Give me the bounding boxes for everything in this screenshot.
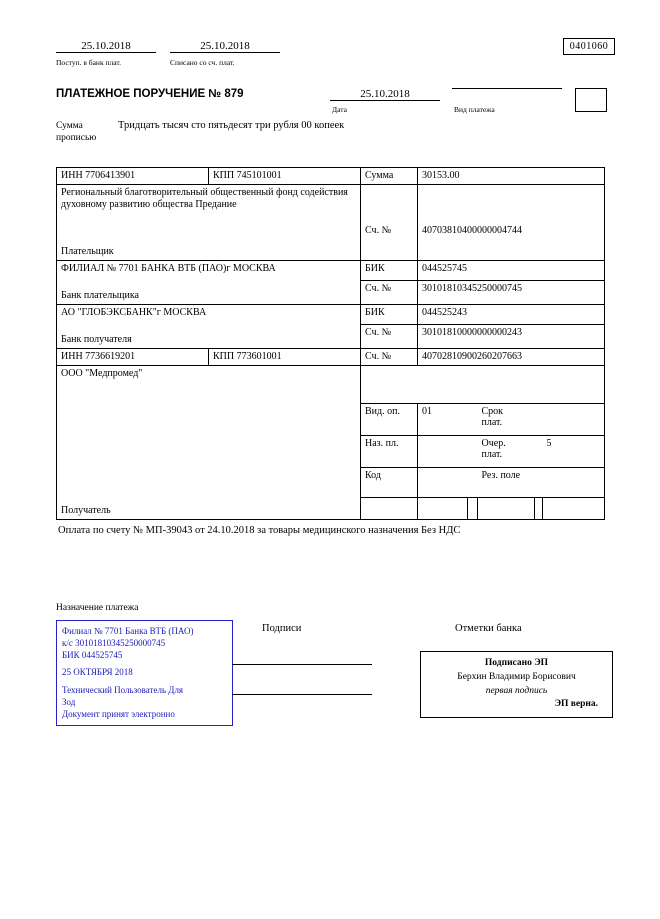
purpose-code-label-cell: Наз. пл. xyxy=(361,435,418,467)
payee-caption: Получатель xyxy=(57,497,361,519)
electronic-signature-block xyxy=(420,651,613,718)
document-date-caption: Дата xyxy=(332,105,347,114)
reserve-pad xyxy=(468,467,478,497)
code-label-cell: Код xyxy=(361,467,418,497)
signature-line-1 xyxy=(232,663,372,665)
amount-words-label-2: прописью xyxy=(56,133,97,143)
op-kind-value-cell: 01 xyxy=(418,403,468,435)
stamp-date: 25 ОКТЯБРЯ 2018 xyxy=(62,667,133,678)
op-kind-label-cell: Вид. оп. xyxy=(361,403,418,435)
stamp-operator-line2: Зод xyxy=(62,696,76,707)
document-date-value: 25.10.2018 xyxy=(330,88,440,101)
payer-inn-cell xyxy=(57,168,209,185)
op-kind-pad xyxy=(468,403,478,435)
payee-bank-name-cell: АО "ГЛОБЭКСБАНК"г МОСКВА xyxy=(57,304,361,324)
payee-inn-value: 7736619201 xyxy=(85,350,136,362)
payee-bank-acc-label-cell: Сч. № xyxy=(361,324,418,348)
order-value-pad xyxy=(535,435,543,467)
payee-acc-label-cell: Сч. № xyxy=(361,348,418,365)
order-label-line1: Очер. xyxy=(481,437,506,449)
payee-bank-bik-label-cell: БИК xyxy=(361,304,418,324)
sum-label-cell: Сумма xyxy=(361,168,418,185)
payee-bank-bik-value-cell: 044525243 xyxy=(418,304,605,324)
code-value-cell xyxy=(418,467,468,497)
payer-caption: Плательщик xyxy=(57,238,361,260)
table-row xyxy=(57,260,605,280)
page-title: ПЛАТЕЖНОЕ ПОРУЧЕНИЕ № 879 xyxy=(56,88,244,100)
reserve-value-cell xyxy=(543,467,605,497)
payer-acc-label-cell: Сч. № xyxy=(361,184,418,238)
reserve-value-pad xyxy=(535,467,543,497)
payer-acc-value-cell: 40703810400000004744 xyxy=(418,184,605,238)
term-label-line2: плат. xyxy=(481,417,503,429)
payee-acc-value-cell: 40702810900260207663 xyxy=(418,348,605,365)
payer-kpp-label: КПП xyxy=(213,170,235,181)
payer-bank-name-cell: ФИЛИАЛ № 7701 БАНКА ВТБ (ПАО)г МОСКВА xyxy=(57,260,361,280)
written-off-date-caption: Списано со сч. плат. xyxy=(170,58,235,67)
stamp-operator-line1: Технический Пользователь Для xyxy=(62,684,184,695)
spacer-cell-a xyxy=(361,238,418,260)
payer-bank-acc-value-cell: 30101810345250000745 xyxy=(418,280,605,304)
table-row xyxy=(57,435,605,467)
form-code: 0401060 xyxy=(563,38,615,55)
empty-cell-2 xyxy=(57,403,361,435)
signatures-caption: Подписи xyxy=(262,623,302,634)
bottom-cell-5 xyxy=(535,497,543,519)
reserve-label-cell: Рез. поле xyxy=(478,467,535,497)
empty-cell-1 xyxy=(361,365,605,403)
payer-bank-caption: Банк плательщика xyxy=(57,280,361,304)
es-note: первая подпись xyxy=(485,685,548,696)
table-row xyxy=(57,348,605,365)
bank-electronic-stamp xyxy=(56,620,233,726)
payer-inn-label: ИНН xyxy=(61,170,83,181)
payment-kind-box xyxy=(575,88,607,112)
bottom-cell-1 xyxy=(361,497,418,519)
payment-purpose-caption: Назначение платежа xyxy=(56,603,139,613)
table-row xyxy=(57,184,605,238)
main-table xyxy=(56,167,605,520)
stamp-corr-account: к/с 30101810345250000745 xyxy=(62,638,166,649)
bottom-cell-2 xyxy=(418,497,468,519)
bottom-cell-6 xyxy=(543,497,605,519)
order-label-line2: плат. xyxy=(481,449,503,461)
es-title: Подписано ЭП xyxy=(484,658,549,668)
payee-bank-acc-value-cell: 30101810000000000243 xyxy=(418,324,605,348)
payer-bank-acc-label-cell: Сч. № xyxy=(361,280,418,304)
amount-in-words: Тридцать тысяч сто пятьдесят три рубля 00 копеек xyxy=(118,120,345,131)
table-row xyxy=(57,497,605,519)
stamp-bik: БИК 044525745 xyxy=(62,650,123,661)
bottom-cell-4 xyxy=(478,497,535,519)
es-signer-name: Берхин Владимир Борисович xyxy=(457,671,576,682)
term-label-cell xyxy=(478,403,535,435)
received-date-value: 25.10.2018 xyxy=(56,40,156,53)
term-label-line1: Срок xyxy=(481,405,504,417)
payer-bank-bik-label-cell: БИК xyxy=(361,260,418,280)
stamp-bank-name: Филиал № 7701 Банка ВТБ (ПАО) xyxy=(62,626,194,636)
table-row xyxy=(57,304,605,324)
table-row xyxy=(57,168,605,185)
payment-kind-value xyxy=(452,88,562,89)
order-pad xyxy=(468,435,478,467)
spacer-cell-b xyxy=(418,238,605,260)
signature-line-2 xyxy=(232,693,372,695)
payer-name-cell: Региональный благотворительный общественный фонд содействия духовному развитию общества Предание xyxy=(57,184,361,238)
payee-inn-cell xyxy=(57,348,209,365)
payee-kpp-value: 773601001 xyxy=(236,350,282,362)
order-value-cell: 5 xyxy=(543,435,605,467)
payer-bank-bik-value-cell: 044525745 xyxy=(418,260,605,280)
payee-kpp-cell xyxy=(209,348,361,365)
payee-name-cell: ООО "Медпромед" xyxy=(57,365,361,403)
table-row xyxy=(57,467,605,497)
ops-right-cell-1 xyxy=(543,403,605,435)
sum-value-cell: 30153.00 xyxy=(418,168,605,185)
table-row xyxy=(57,403,605,435)
table-row xyxy=(57,324,605,348)
payee-bank-caption: Банк получателя xyxy=(57,324,361,348)
order-label-cell xyxy=(478,435,535,467)
table-row xyxy=(57,238,605,260)
written-off-date-value: 25.10.2018 xyxy=(170,40,280,53)
bottom-cell-3 xyxy=(468,497,478,519)
payee-inn-label: ИНН xyxy=(61,350,83,362)
empty-cell-3 xyxy=(57,435,361,467)
es-valid: ЭП верна. xyxy=(554,699,598,710)
purpose-code-value-cell xyxy=(418,435,468,467)
payment-kind-caption: Вид платежа xyxy=(454,105,495,114)
payer-inn-value: 7706413901 xyxy=(85,170,136,181)
table-row xyxy=(57,280,605,304)
bank-marks-caption: Отметки банка xyxy=(455,623,522,634)
stamp-accepted: Документ принят электронно xyxy=(62,708,175,719)
received-date-caption: Поступ. в банк плат. xyxy=(56,58,121,67)
payee-kpp-label: КПП xyxy=(213,350,235,362)
payer-kpp-cell xyxy=(209,168,361,185)
amount-words-label-1: Сумма xyxy=(56,121,83,131)
payer-kpp-value: 745101001 xyxy=(236,170,282,181)
table-row xyxy=(57,365,605,403)
empty-cell-4 xyxy=(57,467,361,497)
payment-purpose-text: Оплата по счету № МП-39043 от 24.10.2018 за товары медицинского назначения Без НДС xyxy=(58,525,461,536)
term-value-cell xyxy=(535,403,543,435)
